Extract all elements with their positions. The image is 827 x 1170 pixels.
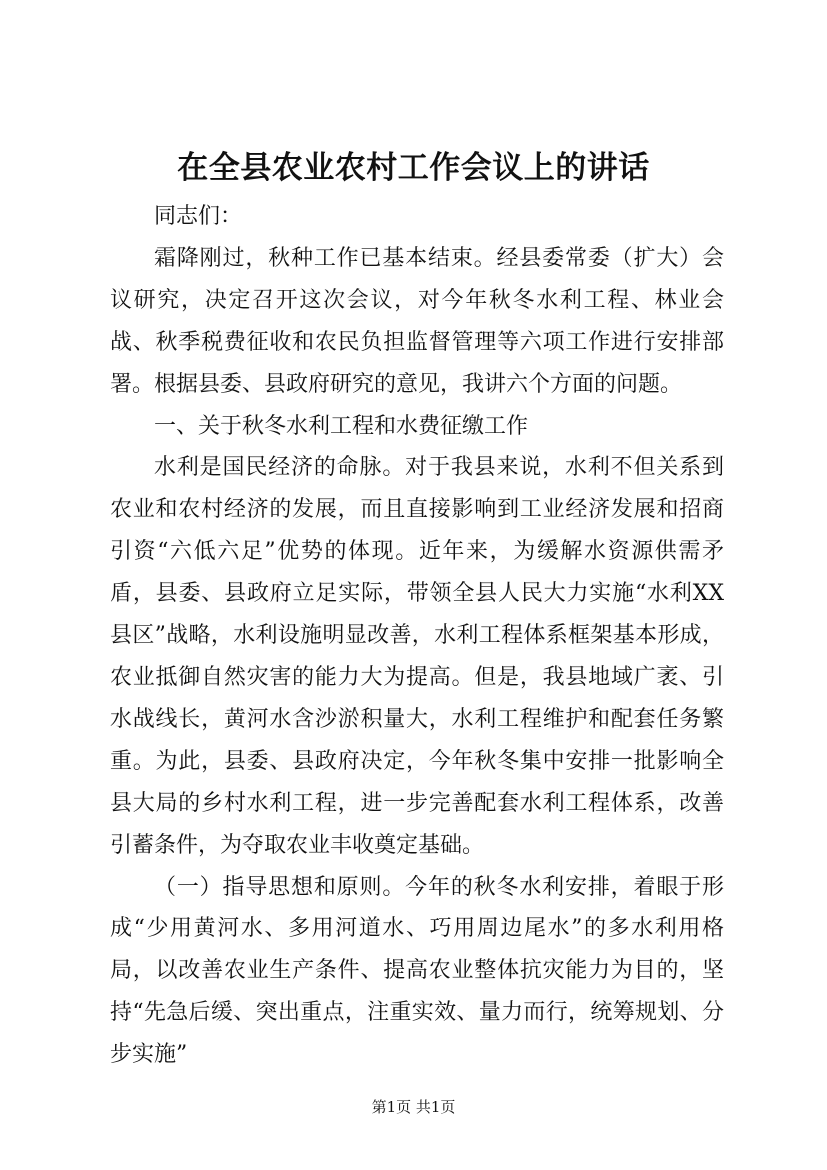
intro-paragraph: 霜降刚过，秋种工作已基本结束。经县委常委（扩大）会议研究，决定召开这次会议，对今年秋冬水利工程、林业会战、秋季税费征收和农民负担监督管理等六项工作进行安排部署。根据县委、县政府研究的意见，我讲六个方面的问题。 <box>110 245 724 397</box>
page-footer: 第1页 共1页 <box>371 1098 456 1116</box>
document-body <box>110 196 724 1076</box>
document-title: 在全县农业农村工作会议上的讲话 <box>177 150 650 186</box>
salutation-paragraph: 同志们： <box>154 204 243 229</box>
water-conservancy-paragraph: 水利是国民经济的命脉。对于我县来说，水利不但关系到农业和农村经济的发展，而且直接影响到工业经济发展和招商引资“六低六足”优势的体现。近年来，为缓解水资源供需矛盾，县委、县政府立足实际，带领全县人民大力实施“水利XX县区”战略，水利设施明显改善，水利工程体系框架基本形成，农业抵御自然灾害的能力大为提高。但是，我县地域广袤、引水战线长，黄河水含沙淤积量大，水利工程维护和配套任务繁重。为此，县委、县政府决定，今年秋冬集中安排一批影响全县大局的乡村水利工程，进一步完善配套水利工程体系，改善引蓄条件，为夺取农业丰收奠定基础。 <box>110 455 724 858</box>
section-heading: 一、关于秋冬水利工程和水费征缴工作 <box>154 413 529 439</box>
guiding-principles-paragraph: （一）指导思想和原则。今年的秋冬水利安排，着眼于形成“少用黄河水、多用河道水、巧用周边尾水”的多水利用格局，以改善农业生产条件、提高农业整体抗灾能力为目的，坚持“先急后缓、突出重点，注重实效、量力而行，统筹规划、分步实施” <box>110 874 724 1068</box>
